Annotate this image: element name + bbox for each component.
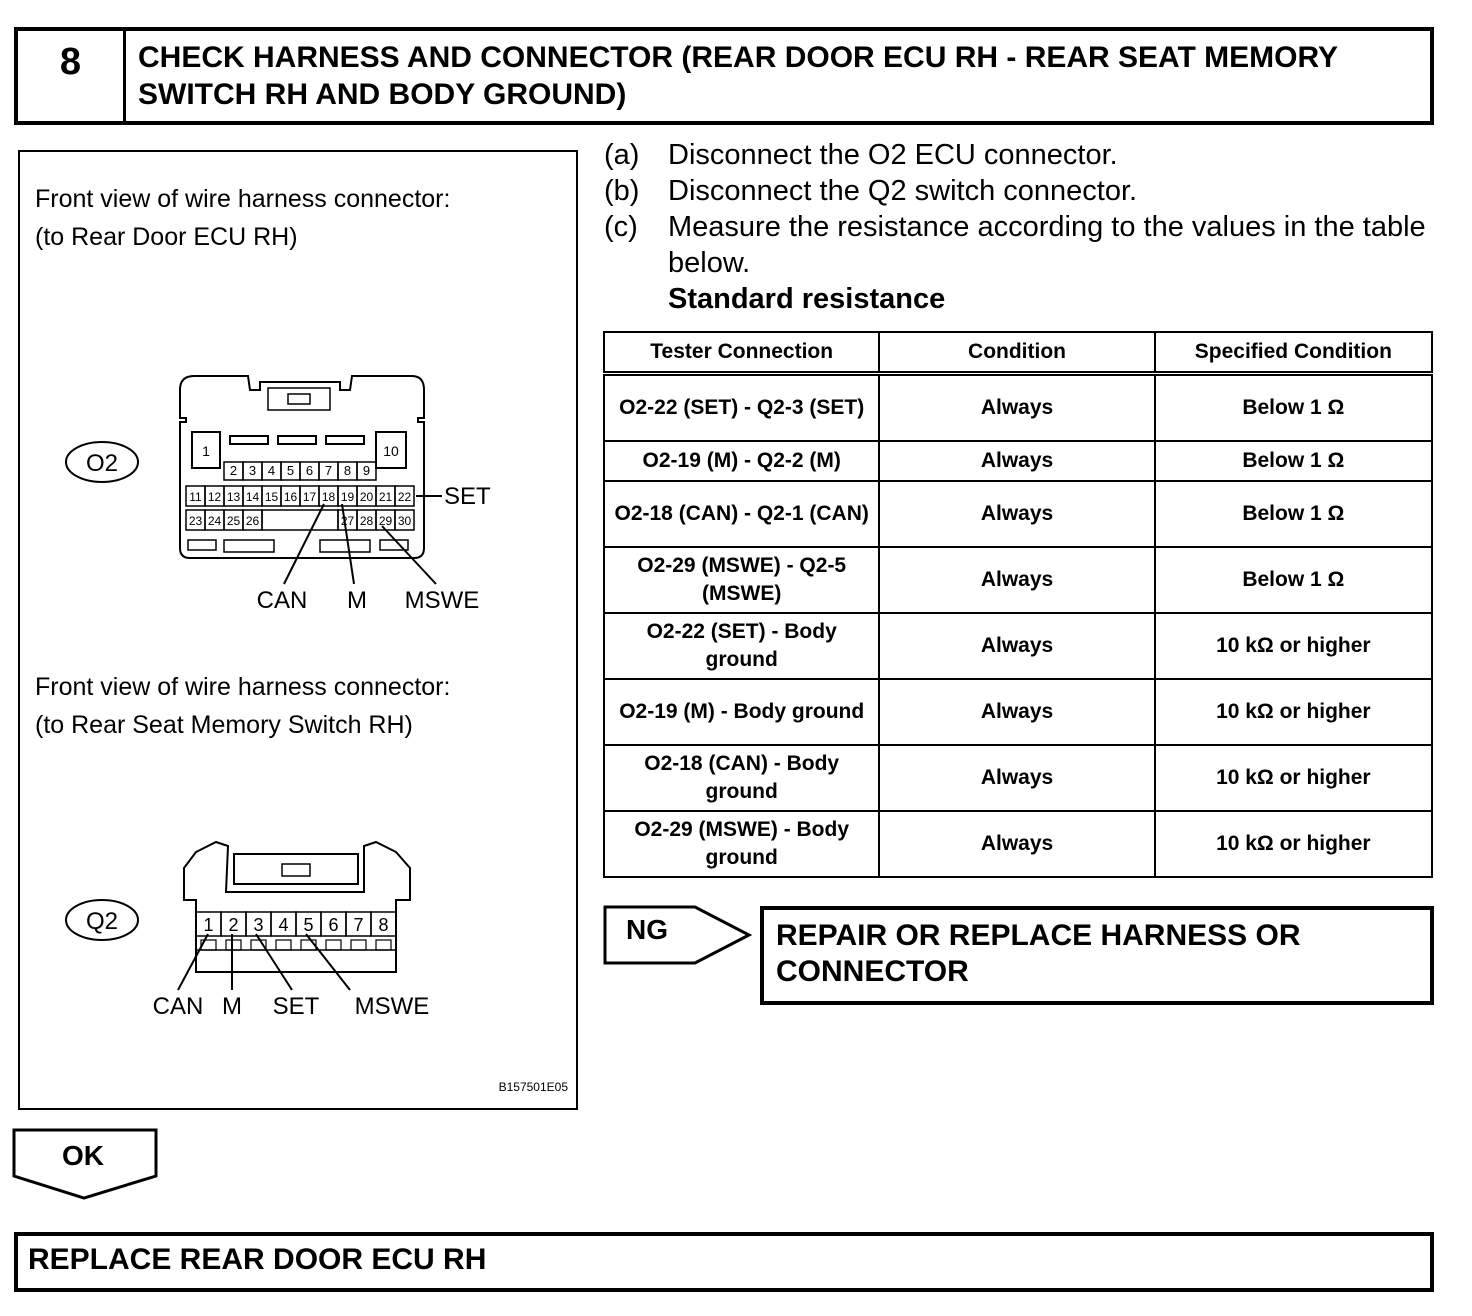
table-cell: O2-18 (CAN) - Body ground [604,745,879,811]
standard-resistance-label: Standard resistance [668,283,946,315]
table-cell: O2-29 (MSWE) - Body ground [604,811,879,877]
q2-latch [234,854,358,884]
table-cell: O2-19 (M) - Body ground [604,679,879,745]
pin-number: 1 [203,915,214,935]
o2-pin-1: 1 [202,443,210,459]
instruction-text: Disconnect the Q2 switch connector. [668,175,1138,207]
o2-can-callout: CAN [256,587,308,614]
q2-pin-row [196,912,396,950]
table-cell: Always [879,441,1154,481]
instruction-label: (b) [604,175,640,207]
q2-m-callout: M [222,993,242,1020]
table-row [604,745,1432,811]
table-cell: Always [879,613,1154,679]
table-header: Condition [879,332,1154,374]
standard-resistance-table [603,331,1433,878]
pin-number: 24 [207,514,222,528]
table-cell: Always [879,374,1154,442]
table-row [604,374,1432,442]
pin-number: 7 [324,463,333,478]
o2-mswe-callout: MSWE [404,587,480,614]
table-cell: O2-18 (CAN) - Q2-1 (CAN) [604,481,879,547]
pin-number: 7 [353,915,364,935]
pin-number: 8 [378,915,389,935]
step-number: 8 [18,31,126,121]
table-row [604,481,1432,547]
pin-number: 15 [264,490,279,504]
q2-can-callout: CAN [152,993,204,1020]
table-cell: 10 kΩ or higher [1155,745,1432,811]
pin-number: 14 [245,490,260,504]
o2-pin-row-1 [224,462,376,480]
instruction-label: (a) [604,139,640,171]
table-cell: Always [879,481,1154,547]
o2-foot [320,540,370,552]
connector-figure [18,150,578,1110]
pin-number: 21 [378,490,393,504]
instruction-item [604,173,1464,209]
connector-q2-drawing [20,832,576,1042]
instruction-text: Disconnect the O2 ECU connector. [668,139,1118,171]
pin-number: 26 [245,514,260,528]
pin-number: 8 [343,463,352,478]
pin-terminal [326,940,341,950]
ok-result-box: REPLACE REAR DOOR ECU RH [14,1232,1434,1292]
pin-number: 23 [188,514,203,528]
table-row [604,547,1432,613]
o2-foot [188,540,216,550]
table-cell: Always [879,679,1154,745]
connector1-caption-line2: (to Rear Door ECU RH) [35,223,298,251]
table-row [604,679,1432,745]
pin-number: 19 [340,490,355,504]
o2-latch-inner [288,394,310,404]
table-cell: Below 1 Ω [1155,374,1432,442]
pin-terminal [276,940,291,950]
o2-pin-row-2 [186,486,414,506]
pin-number: 27 [340,514,355,528]
pin-number: 4 [267,463,276,478]
table-cell: 10 kΩ or higher [1155,613,1432,679]
pin-number: 6 [305,463,314,478]
table-cell: Below 1 Ω [1155,547,1432,613]
table-cell: Always [879,745,1154,811]
step-title: CHECK HARNESS AND CONNECTOR (REAR DOOR ECU RH - REAR SEAT MEMORY SWITCH RH AND BODY GROUND) [138,41,1338,111]
pin-number: 28 [359,514,374,528]
pin-number: 29 [378,514,393,528]
table-cell: Always [879,811,1154,877]
table-header: Specified Condition [1155,332,1432,374]
pin-number: 5 [286,463,295,478]
pin-number: 6 [328,915,339,935]
q2-mswe-leader [306,934,350,990]
pin-number: 22 [397,490,412,504]
o2-bar [278,436,316,444]
connector-o2-drawing [20,362,576,782]
q2-label: Q2 [85,908,119,935]
pin-number: 30 [397,514,412,528]
o2-latch [268,388,330,410]
ng-result-box: REPAIR OR REPLACE HARNESS OR CONNECTOR [760,906,1434,1005]
o2-can-leader [284,504,324,584]
o2-pin-row-3 [186,510,414,530]
table-cell: Below 1 Ω [1155,441,1432,481]
table-row [604,613,1432,679]
o2-mswe-leader [382,526,436,584]
connector1-caption [35,180,565,256]
instruction-text: Measure the resistance according to the values in the table below. [668,211,1426,279]
ng-label: NG [626,914,668,945]
table-row [604,811,1432,877]
o2-label: O2 [85,450,119,477]
step-header [14,27,1434,125]
connector2-caption-line1: Front view of wire harness connector: [35,673,451,701]
q2-latch-inner [282,864,310,876]
table-cell: Below 1 Ω [1155,481,1432,547]
pin-blank [262,510,338,530]
pin-number: 3 [248,463,257,478]
q2-set-callout: SET [272,993,320,1020]
pin-number: 13 [226,490,241,504]
o2-pin-10: 10 [383,443,399,459]
pin-terminal [376,940,391,950]
q2-housing [184,842,410,972]
table-cell: O2-22 (SET) - Q2-3 (SET) [604,374,879,442]
instruction-label: (c) [604,211,638,243]
table-header-row [604,332,1432,374]
table-header: Tester Connection [604,332,879,374]
q2-mswe-callout: MSWE [354,993,430,1020]
pin-number: 20 [359,490,374,504]
connector2-caption-line2: (to Rear Seat Memory Switch RH) [35,711,413,739]
table-row [604,441,1432,481]
pin-number: 25 [226,514,241,528]
pin-number: 2 [229,463,238,478]
table-cell: 10 kΩ or higher [1155,679,1432,745]
table-cell: O2-29 (MSWE) - Q2-5 (MSWE) [604,547,879,613]
o2-foot [224,540,274,552]
pin-number: 2 [228,915,239,935]
pin-number: 5 [303,915,314,935]
o2-set-callout: SET [444,483,491,510]
pin-terminal [351,940,366,950]
connector1-caption-line1: Front view of wire harness connector: [35,185,451,213]
table-cell: 10 kΩ or higher [1155,811,1432,877]
pin-number: 12 [207,490,222,504]
instruction-item [604,137,1464,173]
figure-id: B157501E05 [498,1080,568,1094]
o2-bar [230,436,268,444]
instruction-list [604,137,1464,317]
pin-number: 3 [253,915,264,935]
o2-bar [326,436,364,444]
pin-terminal [226,940,241,950]
pin-number: 18 [321,490,336,504]
ok-label: OK [62,1140,104,1171]
pin-number: 16 [283,490,298,504]
table-cell: O2-19 (M) - Q2-2 (M) [604,441,879,481]
pin-number: 4 [278,915,289,935]
instruction-item [604,209,1464,281]
o2-m-callout: M [347,587,367,614]
table-cell: Always [879,547,1154,613]
q2-can-leader [178,934,208,990]
pin-number: 11 [189,490,202,504]
q2-set-leader [256,934,292,990]
pin-number: 17 [302,490,317,504]
table-cell: O2-22 (SET) - Body ground [604,613,879,679]
pin-number: 9 [362,463,371,478]
